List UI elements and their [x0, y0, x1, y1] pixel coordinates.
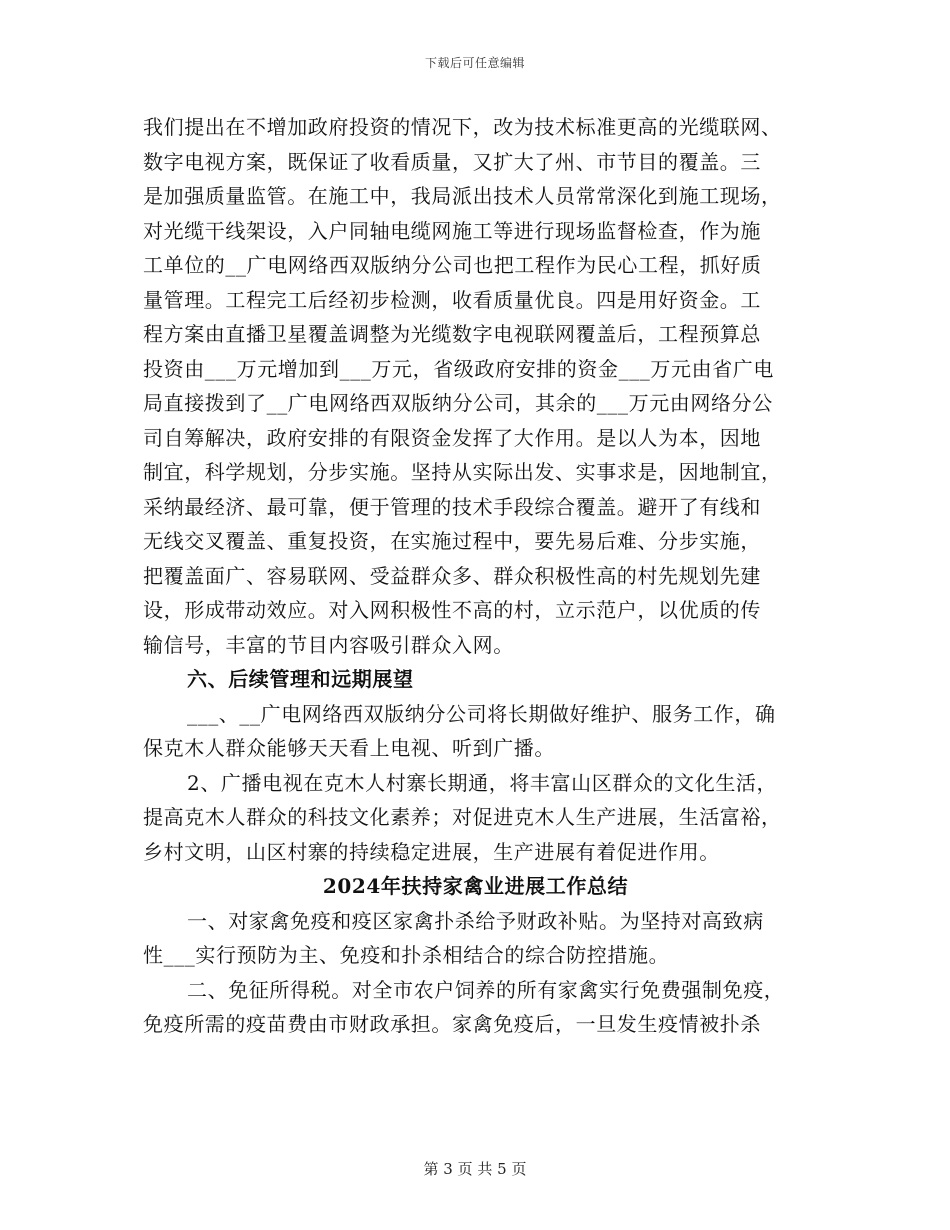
section-line: 乡村文明，山区村寨的持续稳定进展，生产进展有着促进作用。 [143, 839, 720, 864]
doc-line: 性___实行预防为主、免疫和扑杀相结合的综合防控措施。 [143, 943, 670, 967]
section-line: 2、广播电视在克木人村寨长期通，将丰富山区群众的文化生活， [187, 770, 778, 795]
body-line: 制宜，科学规划，分步实施。坚持从实际出发、实事求是，因地制宜， [143, 460, 782, 484]
section-line: 保克木人群众能够天天看上电视、听到广播。 [143, 736, 555, 760]
body-line: 数字电视方案，既保证了收看质量，又扩大了州、市节目的覆盖。三 [143, 149, 761, 174]
body-line: 量管理。工程完工后经初步检测，收看质量优良。四是用好资金。工 [143, 287, 761, 312]
section-line: 提高克木人群众的科技文化素养；对促进克木人生产进展，生活富裕， [143, 805, 782, 829]
body-line: 把覆盖面广、容易联网、受益群众多、群众积极性高的村先规划先建 [143, 563, 761, 588]
body-line: 设，形成带动效应。对入网积极性不高的村，立示范户，以优质的传 [143, 598, 761, 622]
section-heading: 六、后续管理和远期展望 [187, 667, 414, 691]
body-line: 输信号，丰富的节目内容吸引群众入网。 [143, 632, 514, 657]
document-title: 2024年扶持家禽业进展工作总结 [322, 874, 629, 898]
page-footer: 第 3 页 共 5 页 [423, 1160, 527, 1178]
body-line: 司自筹解决，政府安排的有限资金发挥了大作用。是以人为本，因地 [143, 425, 761, 450]
body-line: 局直接拨到了__广电网络西双版纳分公司，其余的___万元由网络分公 [143, 391, 773, 415]
section-line: ___、__广电网络西双版纳分公司将长期做好维护、服务工作，确 [187, 701, 776, 726]
body-line: 对光缆干线架设，入户同轴电缆网施工等进行现场监督检查，作为施 [143, 218, 761, 243]
doc-line: 二、免征所得税。对全市农户饲养的所有家禽实行免费强制免疫， [187, 977, 785, 1002]
doc-line: 一、对家禽免疫和疫区家禽扑杀给予财政补贴。为坚持对高致病 [187, 908, 764, 933]
body-line: 工单位的__广电网络西双版纳分公司也把工程作为民心工程，抓好质 [143, 253, 762, 277]
page-header: 下载后可任意编辑 [424, 56, 525, 70]
body-line: 无线交叉覆盖、重复投资，在实施过程中，要先易后难、分步实施， [143, 529, 761, 553]
body-line: 采纳最经济、最可靠，便于管理的技术手段综合覆盖。避开了有线和 [143, 494, 761, 519]
body-line: 是加强质量监管。在施工中，我局派出技术人员常常深化到施工现场， [143, 184, 782, 208]
doc-line: 免疫所需的疫苗费由市财政承担。家禽免疫后，一旦发生疫情被扑杀 [143, 1012, 761, 1036]
document-body [143, 110, 808, 1042]
body-line: 投资由___万元增加到___万元，省级政府安排的资金___万元由省广电 [143, 356, 774, 381]
body-line: 程方案由直播卫星覆盖调整为光缆数字电视联网覆盖后，工程预算总 [143, 322, 761, 346]
body-line: 我们提出在不增加政府投资的情况下，改为技术标准更高的光缆联网、 [143, 115, 782, 139]
